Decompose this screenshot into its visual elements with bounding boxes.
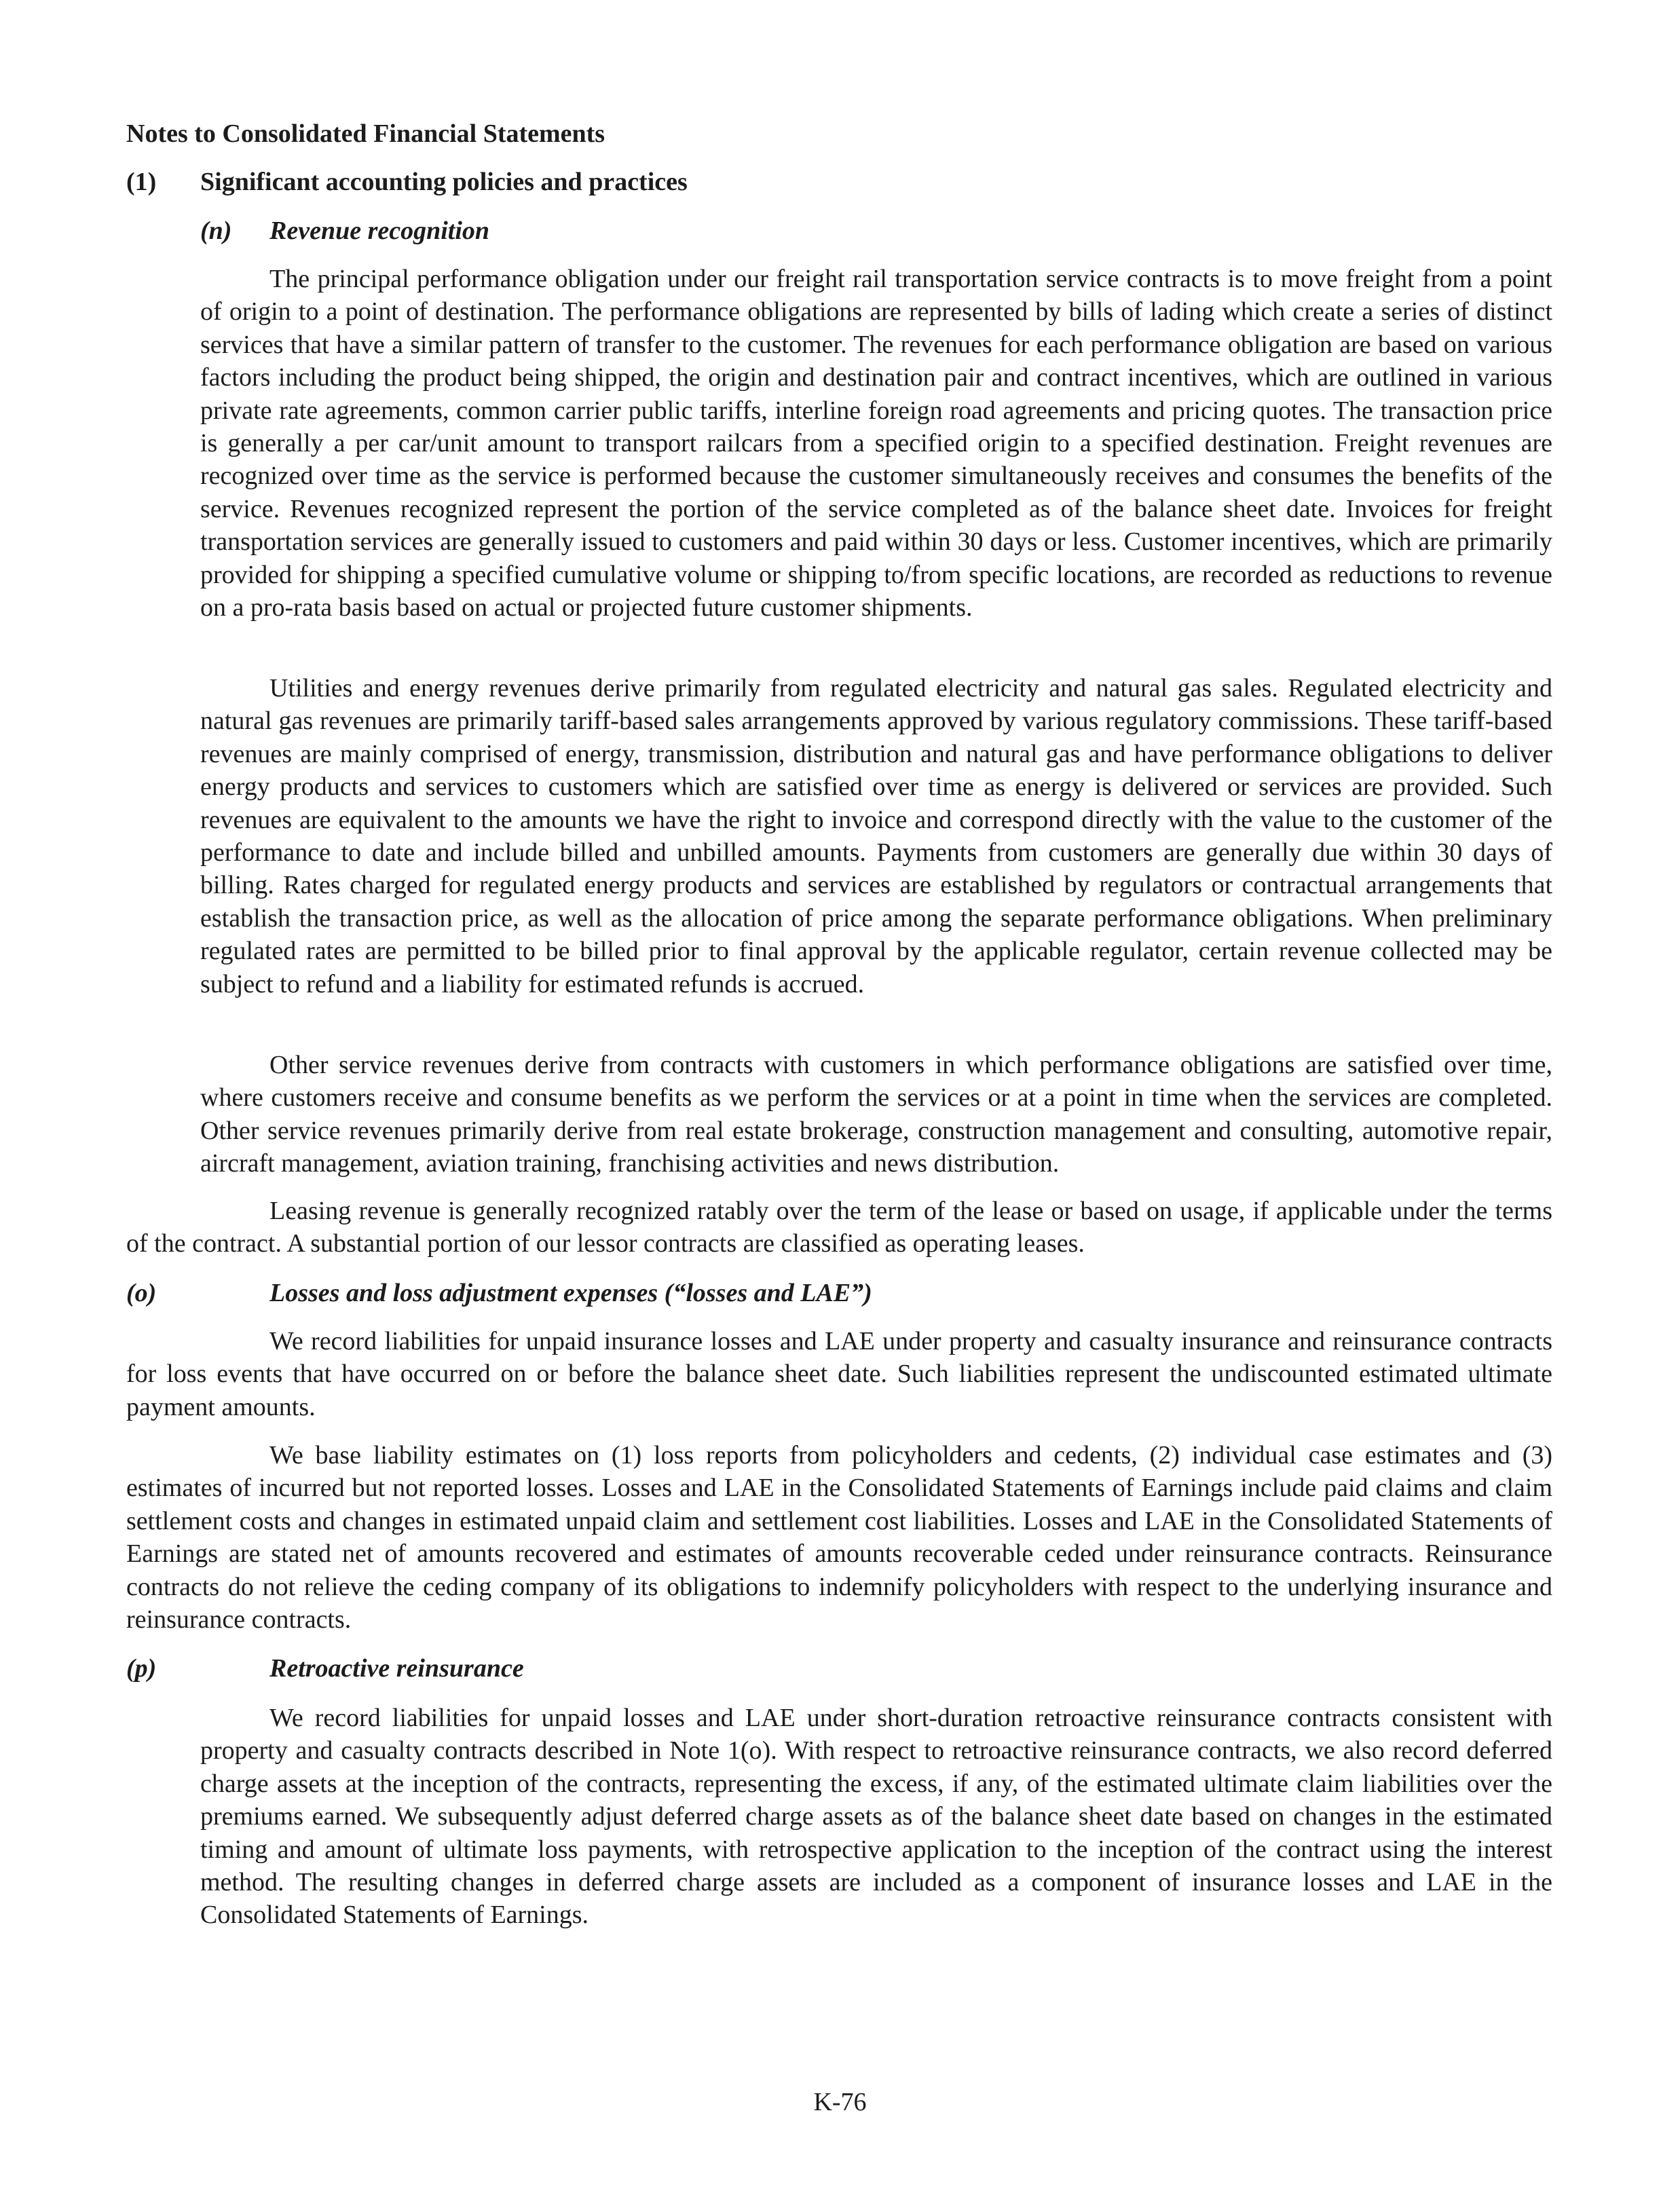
paragraph-utilities-revenue: Utilities and energy revenues derive primarily from regulated electricity and natural gas sales. Regulated electricity and natural gas revenues are primarily tariff-based sales arrangements approved by various regulatory commissions. These tariff-based revenues are mainly comprised of energy, transmission, distribution and natural gas and have performance obligations to deliver energy products and services to customers which are satisfied over time as energy is delivered or services are provided. Such revenues are equivalent to the amounts we have the right to invoice and correspond directly with the value to the customer of the performance to date and include billed and unbilled amounts. Payments from customers are generally due within 30 days of billing. Rates charged for regulated energy products and services are established by regulators or contractual arrangements that establish the transaction price, as well as the allocation of price among the separate performance obligations. When preliminary regulated rates are permitted to be billed prior to final approval by the applicable regulator, certain revenue collected may be subject to refund and a liability for estimated refunds is accrued. [200, 674, 1552, 998]
subsection-letter: (p) [126, 1654, 157, 1683]
document-title: Notes to Consolidated Financial Statements [126, 119, 605, 148]
section-number: (1) [126, 168, 157, 196]
subsection-title: Revenue recognition [269, 217, 490, 245]
paragraph-leasing-revenue: Leasing revenue is generally recognized ratably over the term of the lease or based on usage, if applicable under the terms of the contract. A substantial portion of our lessor contracts are classified as operating leases. [126, 1197, 1552, 1258]
section-title: Significant accounting policies and practices [200, 168, 688, 196]
paragraph-freight-revenue: The principal performance obligation under our freight rail transportation service contracts is to move freight from a point of origin to a point of destination. The performance obligations are represented by bills of lading which create a series of distinct services that have a similar pattern of transfer to the customer. The revenues for each performance obligation are based on various factors including the product being shipped, the origin and destination pair and contract incentives, which are outlined in various private rate agreements, common carrier public tariffs, interline foreign road agreements and pricing quotes. The transaction price is generally a per car/unit amount to transport railcars from a specified origin to a specified destination. Freight revenues are recognized over time as the service is performed because the customer simultaneously receives and consumes the benefits of the service. Revenues recognized represent the portion of the service completed as of the balance sheet date. Invoices for freight transportation services are generally issued to customers and paid within 30 days or less. Customer incentives, which are primarily provided for shipping a specified cumulative volume or shipping to/from specific locations, are recorded as reductions to revenue on a pro-rata basis based on actual or projected future customer shipments. [200, 265, 1552, 622]
section-heading [126, 165, 688, 199]
subsection-letter: (n) [200, 217, 232, 245]
paragraph-liability-estimates: We base liability estimates on (1) loss reports from policyholders and cedents, (2) individual case estimates and (3) estimates of incurred but not reported losses. Losses and LAE in the Consolidated Statements of Earnings include paid claims and claim settlement costs and changes in estimated unpaid claim and settlement cost liabilities. Losses and LAE in the Consolidated Statements of Earnings are stated net of amounts recovered and estimates of amounts recoverable ceded under reinsurance contracts. Reinsurance contracts do not relieve the ceding company of its obligations to indemnify policyholders with respect to the underlying insurance and reinsurance contracts. [126, 1441, 1552, 1634]
subsection-letter: (o) [126, 1279, 157, 1307]
paragraph-other-service-revenue: Other service revenues derive from contracts with customers in which performance obligations are satisfied over time, where customers receive and consume benefits as we perform the services or at a point in time when the services are completed. Other service revenues primarily derive from real estate brokerage, construction management and consulting, automotive repair, aircraft management, aviation training, franchising activities and news distribution. [200, 1051, 1552, 1178]
subsection-heading-o [126, 1276, 872, 1310]
subsection-title: Retroactive reinsurance [269, 1654, 524, 1683]
paragraph-retroactive-reinsurance: We record liabilities for unpaid losses and LAE under short-duration retroactive reinsurance contracts consistent with property and casualty contracts described in Note 1(o). With respect to retroactive reinsurance contracts, we also record deferred charge assets at the inception of the contracts, representing the excess, if any, of the estimated ultimate claim liabilities over the premiums earned. We subsequently adjust deferred charge assets as of the balance sheet date based on changes in the estimated timing and amount of ultimate loss payments, with retrospective application to the inception of the contract using the interest method. The resulting changes in deferred charge assets are included as a component of insurance losses and LAE in the Consolidated Statements of Earnings. [200, 1704, 1552, 1930]
paragraph-losses-liabilities: We record liabilities for unpaid insurance losses and LAE under property and casualty insurance and reinsurance contracts for loss events that have occurred on or before the balance sheet date. Such liabilities represent the undiscounted estimated ultimate payment amounts. [126, 1327, 1552, 1421]
subsection-heading-n [200, 214, 489, 248]
page-number: K-76 [813, 2088, 867, 2116]
subsection-title: Losses and loss adjustment expenses (“losses and LAE”) [269, 1279, 872, 1307]
subsection-heading-p [126, 1651, 524, 1685]
